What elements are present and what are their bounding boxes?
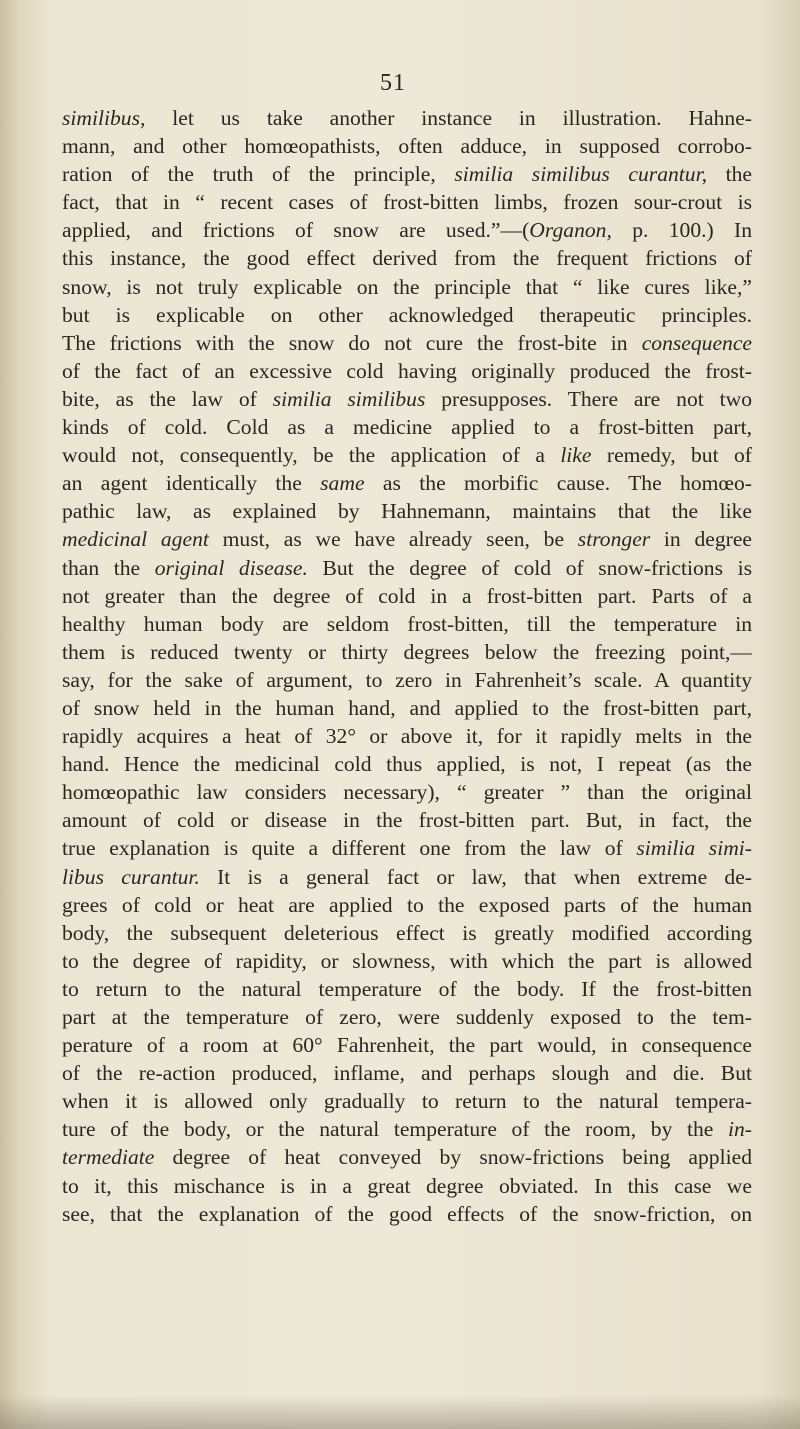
text-segment: healthy human body are seldom frost-bitten, till the temperature in <box>62 611 752 636</box>
text-segment: snow, is not truly explicable on the principle that “ like cures like,” <box>62 274 752 299</box>
text-segment: to the degree of rapidity, or slowness, with which the part is allowed <box>62 948 752 973</box>
text-line <box>62 469 752 497</box>
text-segment: mann, and other homœopathists, often adduce, in supposed corrobo- <box>62 134 752 159</box>
text-segment: would not, consequently, be the application of a <box>62 443 561 468</box>
text-segment: degree of heat conveyed by snow-frictions being applied <box>154 1145 752 1170</box>
text-segment: grees of cold or heat are applied to the exposed parts of the human <box>62 892 752 917</box>
text-segment: It is a general fact or law, that when extreme de- <box>199 864 752 889</box>
text-line <box>62 891 752 919</box>
italic-text: libus curantur. <box>62 864 200 889</box>
page-bottom-edge <box>0 1395 800 1429</box>
text-segment: The frictions with the snow do not cure the frost-bite in <box>62 330 642 355</box>
text-segment: must, as we have already seen, be <box>208 527 578 552</box>
italic-text: termediate <box>62 1145 155 1170</box>
text-line <box>62 1115 752 1143</box>
text-line <box>62 806 752 834</box>
text-segment: an agent identically the <box>62 471 321 496</box>
italic-text: similia similibus curantur, <box>454 162 707 187</box>
text-segment: of the fact of an excessive cold having originally produced the frost- <box>62 358 752 383</box>
text-line <box>62 1059 752 1087</box>
text-line <box>62 301 752 329</box>
text-line <box>62 1003 752 1031</box>
text-segment: them is reduced twenty or thirty degrees below the freezing point,— <box>62 639 752 664</box>
text-segment: to return to the natural temperature of the body. If the frost-bitten <box>62 976 752 1001</box>
text-segment: remedy, but of <box>591 443 752 468</box>
italic-text: like <box>560 443 592 468</box>
text-line <box>62 582 752 610</box>
text-segment: hand. Hence the medicinal cold thus applied, is not, I repeat (as the <box>62 752 752 777</box>
text-line <box>62 216 752 244</box>
text-segment: part at the temperature of zero, were suddenly exposed to the tem- <box>62 1005 752 1029</box>
body-text <box>62 104 752 1228</box>
text-line <box>62 160 752 188</box>
text-segment: ration of the truth of the principle, <box>62 162 455 187</box>
italic-text: in- <box>728 1117 752 1142</box>
text-segment: as the morbific cause. The homœo- <box>364 471 752 496</box>
text-line <box>62 1200 752 1228</box>
text-line <box>62 1031 752 1059</box>
text-segment: pathic law, as explained by Hahnemann, maintains that the like <box>62 499 752 524</box>
italic-text: Organon, <box>529 218 612 243</box>
text-line <box>62 104 752 132</box>
text-segment: the <box>707 162 752 187</box>
text-segment: presupposes. There are not two <box>425 386 752 411</box>
italic-text: similia similibus <box>272 386 426 411</box>
italic-text: same <box>320 471 365 496</box>
text-segment: when it is allowed only gradually to return to the natural tempera- <box>62 1089 752 1114</box>
text-line <box>62 244 752 272</box>
text-line <box>62 638 752 666</box>
italic-text: consequence <box>641 330 752 355</box>
italic-text: similia simi- <box>636 836 752 861</box>
italic-text: original disease. <box>154 555 308 580</box>
text-segment: p. 100.) In <box>611 218 752 243</box>
text-segment: amount of cold or disease in the frost-bitten part. But, in fact, the <box>62 808 752 833</box>
text-segment: not greater than the degree of cold in a frost-bitten part. Parts of a <box>62 583 752 608</box>
text-line <box>62 722 752 750</box>
text-segment: this instance, the good effect derived from the frequent frictions of <box>62 246 752 271</box>
text-line <box>62 834 752 862</box>
text-segment: true explanation is quite a different one from the law of <box>62 836 637 861</box>
text-segment: ture of the body, or the natural temperature of the room, by the <box>62 1117 728 1142</box>
text-line <box>62 694 752 722</box>
text-segment: see, that the explanation of the good effects of the snow-friction, on <box>62 1201 752 1226</box>
text-line <box>62 863 752 891</box>
text-segment: say, for the sake of argument, to zero in Fahrenheit’s scale. A quantity <box>62 667 752 692</box>
text-line <box>62 441 752 469</box>
text-line <box>62 1087 752 1115</box>
text-segment: in degree <box>650 527 752 552</box>
text-line <box>62 666 752 694</box>
text-segment: of snow held in the human hand, and applied to the frost-bitten part, <box>62 695 752 720</box>
text-segment: but is explicable on other acknowledged therapeutic principles. <box>62 302 752 327</box>
text-segment: to it, this mischance is in a great degree obviated. In this case we <box>62 1173 752 1198</box>
italic-text: similibus, <box>62 106 146 130</box>
text-segment: homœopathic law considers necessary), “ greater ” than the original <box>62 780 752 805</box>
text-segment: fact, that in “ recent cases of frost-bitten limbs, frozen sour-crout is <box>62 190 752 215</box>
italic-text: stronger <box>577 527 651 552</box>
text-line <box>62 1143 752 1171</box>
text-line <box>62 975 752 1003</box>
text-line <box>62 554 752 582</box>
text-line <box>62 525 752 553</box>
text-line <box>62 385 752 413</box>
text-segment: applied, and frictions of snow are used.”—( <box>62 218 530 243</box>
text-line <box>62 188 752 216</box>
page-number: 51 <box>380 70 406 96</box>
text-line <box>62 273 752 301</box>
text-line <box>62 919 752 947</box>
text-segment: bite, as the law of <box>62 386 273 411</box>
text-segment: let us take another instance in illustration. Hahne- <box>145 106 752 130</box>
text-segment: perature of a room at 60° Fahrenheit, the part would, in consequence <box>62 1033 752 1058</box>
text-line <box>62 947 752 975</box>
text-segment: rapidly acquires a heat of 32° or above it, for it rapidly melts in the <box>62 724 752 749</box>
text-line <box>62 413 752 441</box>
text-line <box>62 132 752 160</box>
text-line <box>62 610 752 638</box>
text-segment: than the <box>62 555 155 580</box>
text-line <box>62 1172 752 1200</box>
text-segment: of the re-action produced, inflame, and perhaps slough and die. But <box>62 1061 752 1086</box>
text-line <box>62 750 752 778</box>
text-line <box>62 329 752 357</box>
text-line <box>62 497 752 525</box>
text-segment: But the degree of cold of snow-frictions is <box>307 555 752 580</box>
italic-text: medicinal agent <box>62 527 209 552</box>
text-line <box>62 357 752 385</box>
text-segment: body, the subsequent deleterious effect is greatly modified according <box>62 920 752 945</box>
text-segment: kinds of cold. Cold as a medicine applied to a frost-bitten part, <box>62 415 752 440</box>
text-line <box>62 778 752 806</box>
